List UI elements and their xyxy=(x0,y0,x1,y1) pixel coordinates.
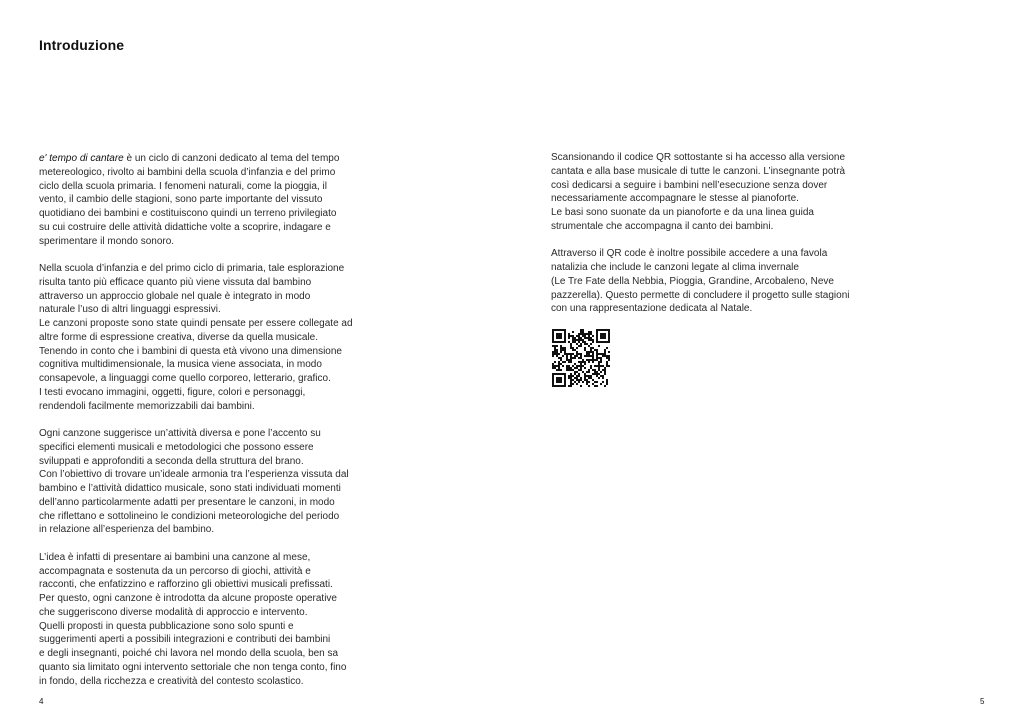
text-line: pazzerella). Questo permette di concludere il progetto sulle stagioni xyxy=(551,289,850,301)
text-line: racconti, che enfatizzino e rafforzino gli obiettivi musicali prefissati. xyxy=(39,579,333,591)
text-line: Attraverso il QR code è inoltre possibile accedere a una favola xyxy=(551,248,828,260)
text-line: con una rappresentazione dedicata al Natale. xyxy=(551,303,753,315)
text-line: quotidiano dei bambini e costituiscono quindi un terreno privilegiato xyxy=(39,208,337,219)
qr-code-icon[interactable] xyxy=(552,329,610,387)
text-line: dell’anno particolarmente adatti per presentare le canzoni, in modo xyxy=(39,496,335,508)
text-line xyxy=(39,152,401,166)
page-number-left: 4 xyxy=(39,697,44,706)
text-line: cantata e alla base musicale di tutte le canzoni. L’insegnante potrà xyxy=(551,165,846,177)
text-line: cognitiva multidimensionale, la musica viene associata, in modo xyxy=(39,359,322,371)
text-line: I testi evocano immagini, oggetti, figure, colori e personaggi, xyxy=(39,386,306,398)
text-line: Ogni canzone suggerisce un’attività diversa e pone l’accento su xyxy=(39,428,321,439)
text-line: su cui costruire delle attività didattiche volte a scoprire, indagare e xyxy=(39,221,331,233)
text-line: Con l’obiettivo di trovare un’ideale armonia tra l’esperienza vissuta dal xyxy=(39,469,349,481)
text-line: vento, il cambio delle stagioni, sono parte importante del vissuto xyxy=(39,194,323,206)
text-line: che riflettano e sottolineino le condizioni meteorologiche del periodo xyxy=(39,510,340,522)
text-line: accompagnata e sostenuta da un percorso di giochi, attività e xyxy=(39,565,311,577)
text-line: natalizia che include le canzoni legate al clima invernale xyxy=(551,262,799,273)
text-line: che suggeriscono diverse modalità di approccio e intervento. xyxy=(39,606,308,618)
paragraph xyxy=(39,262,401,413)
text-line: attraverso un approccio globale nel quale è integrato in modo xyxy=(39,290,311,302)
paragraph xyxy=(551,247,901,316)
text-line: sperimentare il mondo sonoro. xyxy=(39,235,175,247)
paragraph xyxy=(39,152,401,248)
text-line: Quelli proposti in questa pubblicazione sono solo spunti e xyxy=(39,620,294,632)
paragraph xyxy=(39,427,401,537)
text-line: Per questo, ogni canzone è introdotta da alcune proposte operative xyxy=(39,593,337,604)
right-page xyxy=(512,0,1024,724)
text-line: in relazione all’esperienza del bambino. xyxy=(39,524,215,536)
text-line: specifici elementi musicali e metodologici che possono essere xyxy=(39,441,314,453)
page-number-right: 5 xyxy=(980,697,985,706)
text-line: rendendoli facilmente memorizzabili dai bambini. xyxy=(39,400,255,412)
text-line: risulta tanto più efficace quanto più viene vissuta dal bambino xyxy=(39,276,312,288)
page-title: Introduzione xyxy=(39,37,125,53)
text-fragment: è un ciclo di canzoni dedicato al tema del tempo xyxy=(123,153,340,164)
text-line: così dedicarsi a seguire i bambini nell’esecuzione senza dover xyxy=(551,179,828,191)
text-line: naturale l’uso di altri linguaggi espressivi. xyxy=(39,304,221,316)
text-line: Scansionando il codice QR sottostante si ha accesso alla versione xyxy=(551,152,846,163)
text-line: necessariamente accompagnare le stesse al pianoforte. xyxy=(551,193,799,205)
title-emphasis: e' tempo di cantare xyxy=(39,153,124,164)
text-line: suggerimenti aperti a possibili integrazioni e contributi dei bambini xyxy=(39,634,331,646)
left-column-text xyxy=(39,152,401,702)
text-line: Nella scuola d’infanzia e del primo ciclo di primaria, tale esplorazione xyxy=(39,263,345,274)
text-line: Le basi sono suonate da un pianoforte e da una linea guida xyxy=(551,207,814,218)
text-line: bambino e l’attività didattico musicale, sono stati individuati momenti xyxy=(39,483,341,494)
text-line: L’idea è infatti di presentare ai bambini una canzone al mese, xyxy=(39,551,311,563)
text-line: altre forme di espressione creativa, diverse da quella musicale. xyxy=(39,331,319,343)
text-line: e degli insegnanti, poiché chi lavora nel mondo della scuola, ben sa xyxy=(39,648,339,659)
text-line: strumentale che accompagna il canto dei bambini. xyxy=(551,220,774,232)
text-line: metereologico, rivolto ai bambini della scuola d’infanzia e del primo xyxy=(39,166,336,178)
right-column-text xyxy=(551,151,901,330)
text-line: consapevole, a linguaggi come quello corporeo, letterario, grafico. xyxy=(39,373,331,384)
text-line: Tenendo in conto che i bambini di questa età vivono una dimensione xyxy=(39,345,342,357)
paragraph xyxy=(39,551,401,689)
paragraph xyxy=(551,151,901,234)
text-line: sviluppati e approfonditi a seconda della struttura del brano. xyxy=(39,455,304,467)
text-line: quanto sia limitato ogni intervento settoriale che non tenga conto, fino xyxy=(39,661,347,673)
text-line: Le canzoni proposte sono state quindi pensate per essere collegate ad xyxy=(39,318,353,329)
text-line: ciclo della scuola primaria. I fenomeni naturali, come la pioggia, il xyxy=(39,180,327,192)
text-line: (Le Tre Fate della Nebbia, Pioggia, Grandine, Arcobaleno, Neve xyxy=(551,275,834,287)
text-line: in fondo, della ricchezza e creatività del contesto scolastico. xyxy=(39,675,304,687)
